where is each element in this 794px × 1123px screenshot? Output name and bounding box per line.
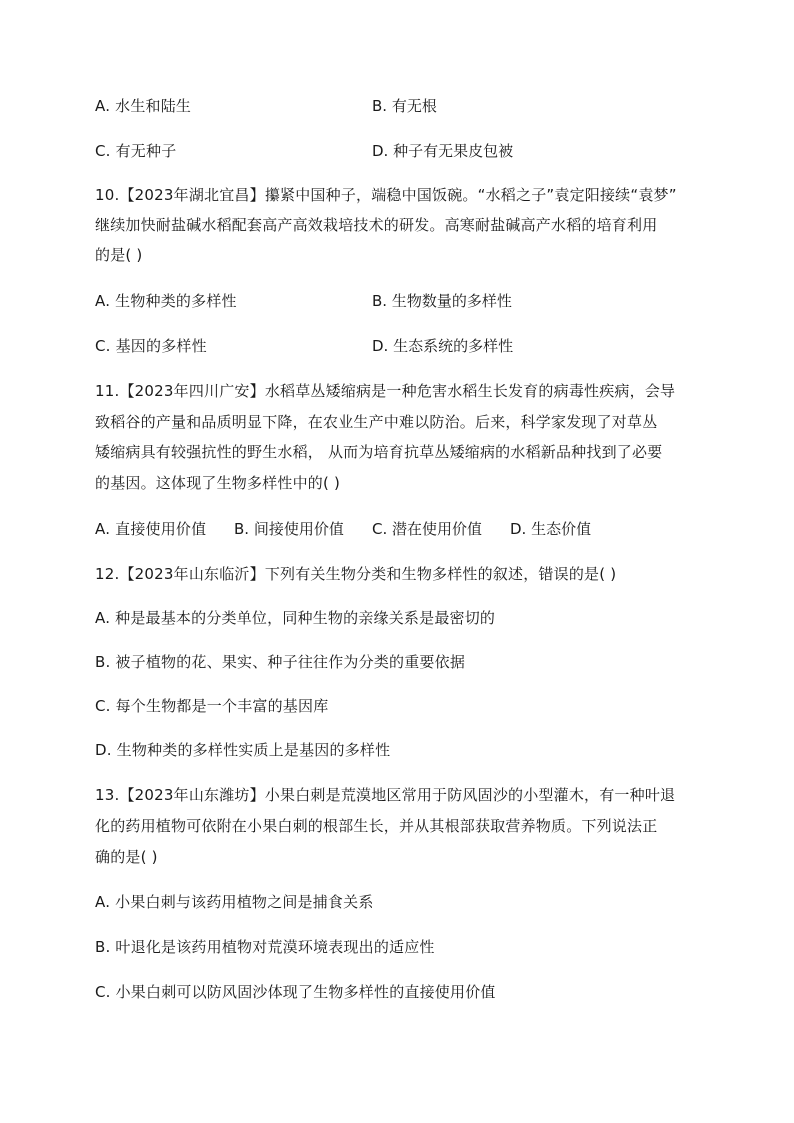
q11-option-d: D. 生态价值 bbox=[510, 520, 592, 538]
q9-option-c: C. 有无种子 bbox=[95, 142, 177, 160]
q12-option-a: A. 种是最基本的分类单位，同种生物的亲缘关系是最密切的 bbox=[95, 609, 496, 627]
q11-stem-line-4: 的基因。这体现了生物多样性中的( ) bbox=[95, 474, 341, 492]
q13-option-a: A. 小果白刺与该药用植物之间是捕食关系 bbox=[95, 893, 374, 911]
q11-stem-line-2: 致稻谷的产量和品质明显下降，在农业生产中难以防治。后来，科学家发现了对草丛 bbox=[95, 413, 658, 431]
q13-option-b: B. 叶退化是该药用植物对荒漠环境表现出的适应性 bbox=[95, 938, 435, 956]
q10-option-d: D. 生态系统的多样性 bbox=[372, 337, 514, 355]
q10-option-a: A. 生物种类的多样性 bbox=[95, 292, 237, 310]
q11-stem-line-1: 11.【2023年四川广安】水稻草丛矮缩病是一种危害水稻生长发育的病毒性疾病，会导 bbox=[95, 382, 676, 400]
q13-stem-line-3: 确的是( ) bbox=[95, 848, 158, 866]
q9-option-d: D. 种子有无果皮包被 bbox=[372, 142, 514, 160]
q12-option-b: B. 被子植物的花、果实、种子往往作为分类的重要依据 bbox=[95, 653, 466, 671]
q11-stem-line-3: 矮缩病具有较强抗性的野生水稻， 从而为培育抗草丛矮缩病的水稻新品种找到了必要 bbox=[95, 443, 663, 461]
q13-stem-line-2: 化的药用植物可依附在小果白刺的根部生长，并从其根部获取营养物质。下列说法正 bbox=[95, 817, 658, 835]
q9-option-b: B. 有无根 bbox=[372, 97, 437, 115]
q10-stem-line-3: 的是( ) bbox=[95, 246, 143, 264]
q10-option-b: B. 生物数量的多样性 bbox=[372, 292, 512, 310]
q10-option-c: C. 基因的多样性 bbox=[95, 337, 207, 355]
q12-option-d: D. 生物种类的多样性实质上是基因的多样性 bbox=[95, 741, 391, 759]
q10-stem-line-2: 继续加快耐盐碱水稻配套高产高效栽培技术的研发。高寒耐盐碱高产水稻的培育利用 bbox=[95, 216, 658, 234]
q9-option-a: A. 水生和陆生 bbox=[95, 97, 192, 115]
q11-option-b: B. 间接使用价值 bbox=[234, 520, 344, 538]
q11-option-a: A. 直接使用价值 bbox=[95, 520, 207, 538]
q13-option-c: C. 小果白刺可以防风固沙体现了生物多样性的直接使用价值 bbox=[95, 983, 496, 1001]
q11-option-c: C. 潜在使用价值 bbox=[372, 520, 483, 538]
q10-stem-line-1: 10.【2023年湖北宜昌】攥紧中国种子，端稳中国饭碗。“水稻之子”袁定阳接续“袁梦” bbox=[95, 186, 677, 204]
q12-stem-line-1: 12.【2023年山东临沂】下列有关生物分类和生物多样性的叙述，错误的是( ) bbox=[95, 565, 617, 583]
q13-stem-line-1: 13.【2023年山东潍坊】小果白刺是荒漠地区常用于防风固沙的小型灌木，有一种叶退 bbox=[95, 786, 676, 804]
q12-option-c: C. 每个生物都是一个丰富的基因库 bbox=[95, 697, 329, 715]
